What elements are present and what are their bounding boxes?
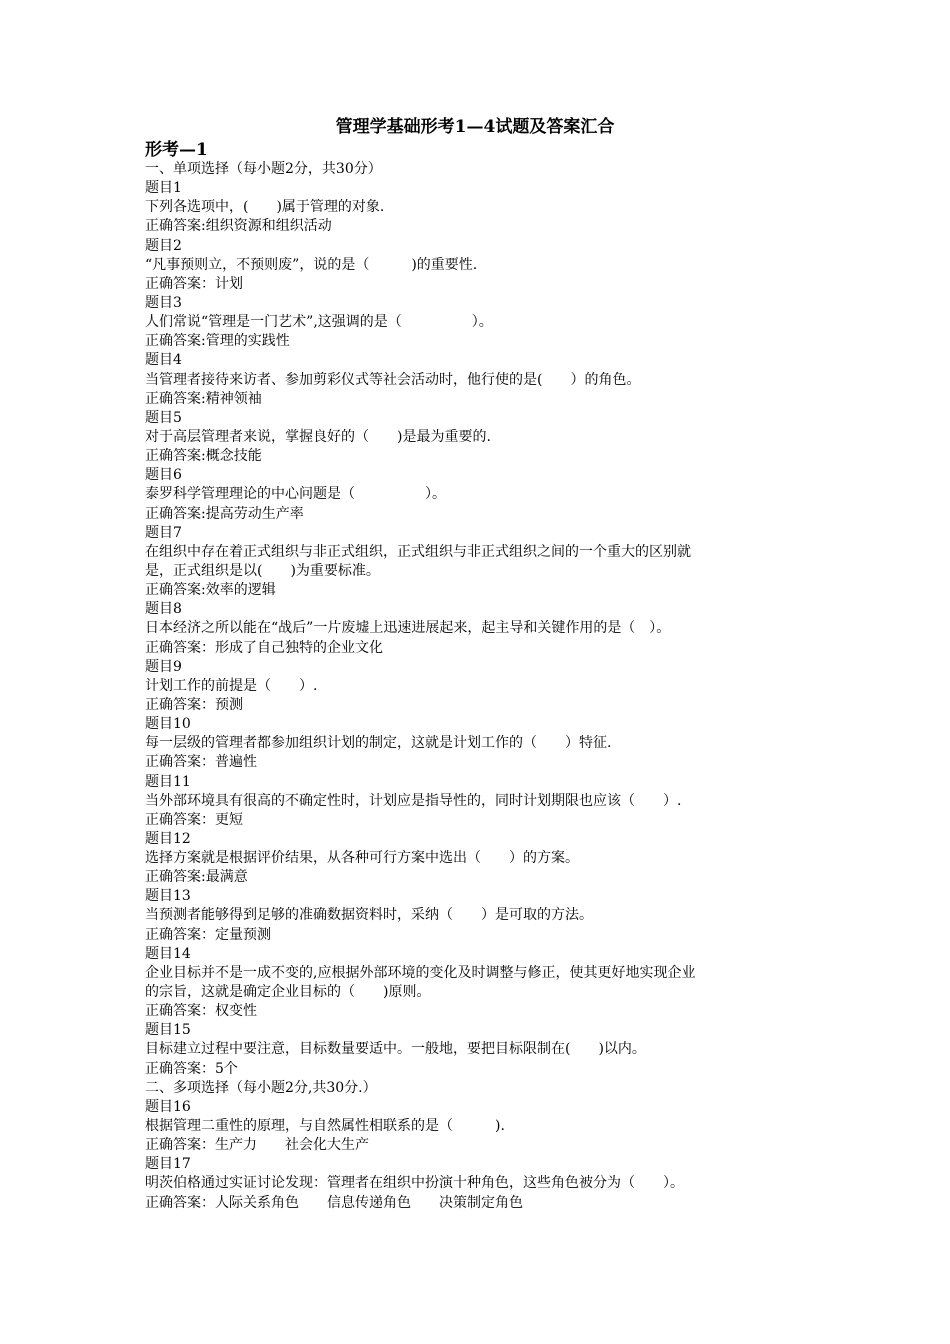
text-line: 当外部环境具有很高的不确定性时，计划应是指导性的，同时计划期限也应该（ ）. (145, 792, 682, 809)
text-line: 正确答案：计划 (145, 275, 243, 292)
text-line: 题目7 (145, 524, 182, 541)
text-line: 正确答案：更短 (145, 811, 243, 828)
text-line: 正确答案：生产力 社会化大生产 (145, 1137, 369, 1154)
text-line: 的宗旨，这就是确定企业目标的（ )原则。 (145, 984, 431, 1001)
text-line: 二、多项选择（每小题2分,共30分.） (145, 1079, 377, 1096)
text-line: 正确答案:管理的实践性 (145, 333, 290, 350)
text-line: 题目16 (145, 1098, 191, 1115)
document-body (145, 160, 815, 1213)
text-line: 题目5 (145, 409, 182, 426)
text-line: 正确答案:最满意 (145, 869, 248, 886)
text-line: 题目12 (145, 830, 191, 847)
text-line: 正确答案:效率的逻辑 (145, 582, 276, 599)
text-line: 题目6 (145, 467, 182, 484)
text-line: 题目1 (145, 180, 182, 197)
text-line: 正确答案：普遍性 (145, 754, 257, 771)
text-line: 明茨伯格通过实证讨论发现：管理者在组织中扮演十种角色，这些角色被分为（ ）。 (145, 1175, 684, 1192)
text-line: 目标建立过程中要注意，目标数量要适中。一般地，要把目标限制在( )以内。 (145, 1041, 646, 1058)
text-line: 题目9 (145, 658, 182, 675)
text-line: 题目3 (145, 294, 182, 311)
text-line: 题目13 (145, 888, 191, 905)
document-title: 管理学基础形考1—4试题及答案汇合 (335, 117, 615, 137)
text-line: 题目15 (145, 1022, 191, 1039)
text-line: 题目4 (145, 352, 182, 369)
text-line: 下列各选项中，( )属于管理的对象. (145, 199, 385, 216)
text-line: 根据管理二重性的原理，与自然属性相联系的是（ ). (145, 1118, 505, 1135)
text-line: 题目14 (145, 945, 191, 962)
text-line: 正确答案：预测 (145, 696, 243, 713)
text-line: 题目17 (145, 1156, 191, 1173)
text-line: 是，正式组织是以( )为重要标准。 (145, 562, 380, 579)
text-line: 正确答案:提高劳动生产率 (145, 505, 304, 522)
text-line: 每一层级的管理者都参加组织计划的制定，这就是计划工作的（ ）特征. (145, 735, 612, 752)
text-line: 正确答案：定量预测 (145, 926, 271, 943)
text-line: “凡事预则立，不预则废”，说的是（ )的重要性. (145, 256, 478, 273)
text-line: 对于高层管理者来说，掌握良好的（ )是最为重要的. (145, 428, 491, 445)
text-line: 在组织中存在着正式组织与非正式组织，正式组织与非正式组织之间的一个重大的区别就 (145, 543, 691, 560)
text-line: 题目11 (145, 773, 191, 790)
text-line: 正确答案：5个 (145, 1060, 238, 1077)
text-line: 正确答案:组织资源和组织活动 (145, 218, 332, 235)
text-line: 题目8 (145, 601, 182, 618)
text-line: 正确答案:精神领袖 (145, 390, 262, 407)
text-line: 泰罗科学管理理论的中心问题是（ ）。 (145, 486, 446, 503)
section-heading: 形考—1 (145, 140, 208, 160)
text-line: 一、单项选择（每小题2分，共30分） (145, 161, 382, 177)
text-line: 选择方案就是根据评价结果，从各种可行方案中选出（ ）的方案。 (145, 850, 579, 867)
text-line: 题目2 (145, 237, 182, 254)
text-line: 当预测者能够得到足够的准确数据资料时，采纳（ ）是可取的方法。 (145, 907, 593, 924)
text-line: 日本经济之所以能在“战后”一片废墟上迅速进展起来，起主导和关键作用的是（ ）。 (145, 620, 671, 637)
text-line: 正确答案：人际关系角色 信息传递角色 决策制定角色 (145, 1194, 523, 1211)
text-line: 当管理者接待来访者、参加剪彩仪式等社会活动时，他行使的是( ）的角色。 (145, 371, 641, 388)
text-line: 企业目标并不是一成不变的,应根据外部环境的变化及时调整与修正，使其更好地实现企业 (145, 964, 696, 981)
text-line: 正确答案:概念技能 (145, 448, 262, 465)
text-line: 正确答案：权变性 (145, 1003, 257, 1020)
text-line: 正确答案：形成了自己独特的企业文化 (145, 639, 383, 656)
text-line: 人们常说“管理是一门艺术”,这强调的是（ ）。 (145, 314, 493, 331)
text-line: 题目10 (145, 716, 191, 733)
text-line: 计划工作的前提是（ ）. (145, 677, 318, 694)
